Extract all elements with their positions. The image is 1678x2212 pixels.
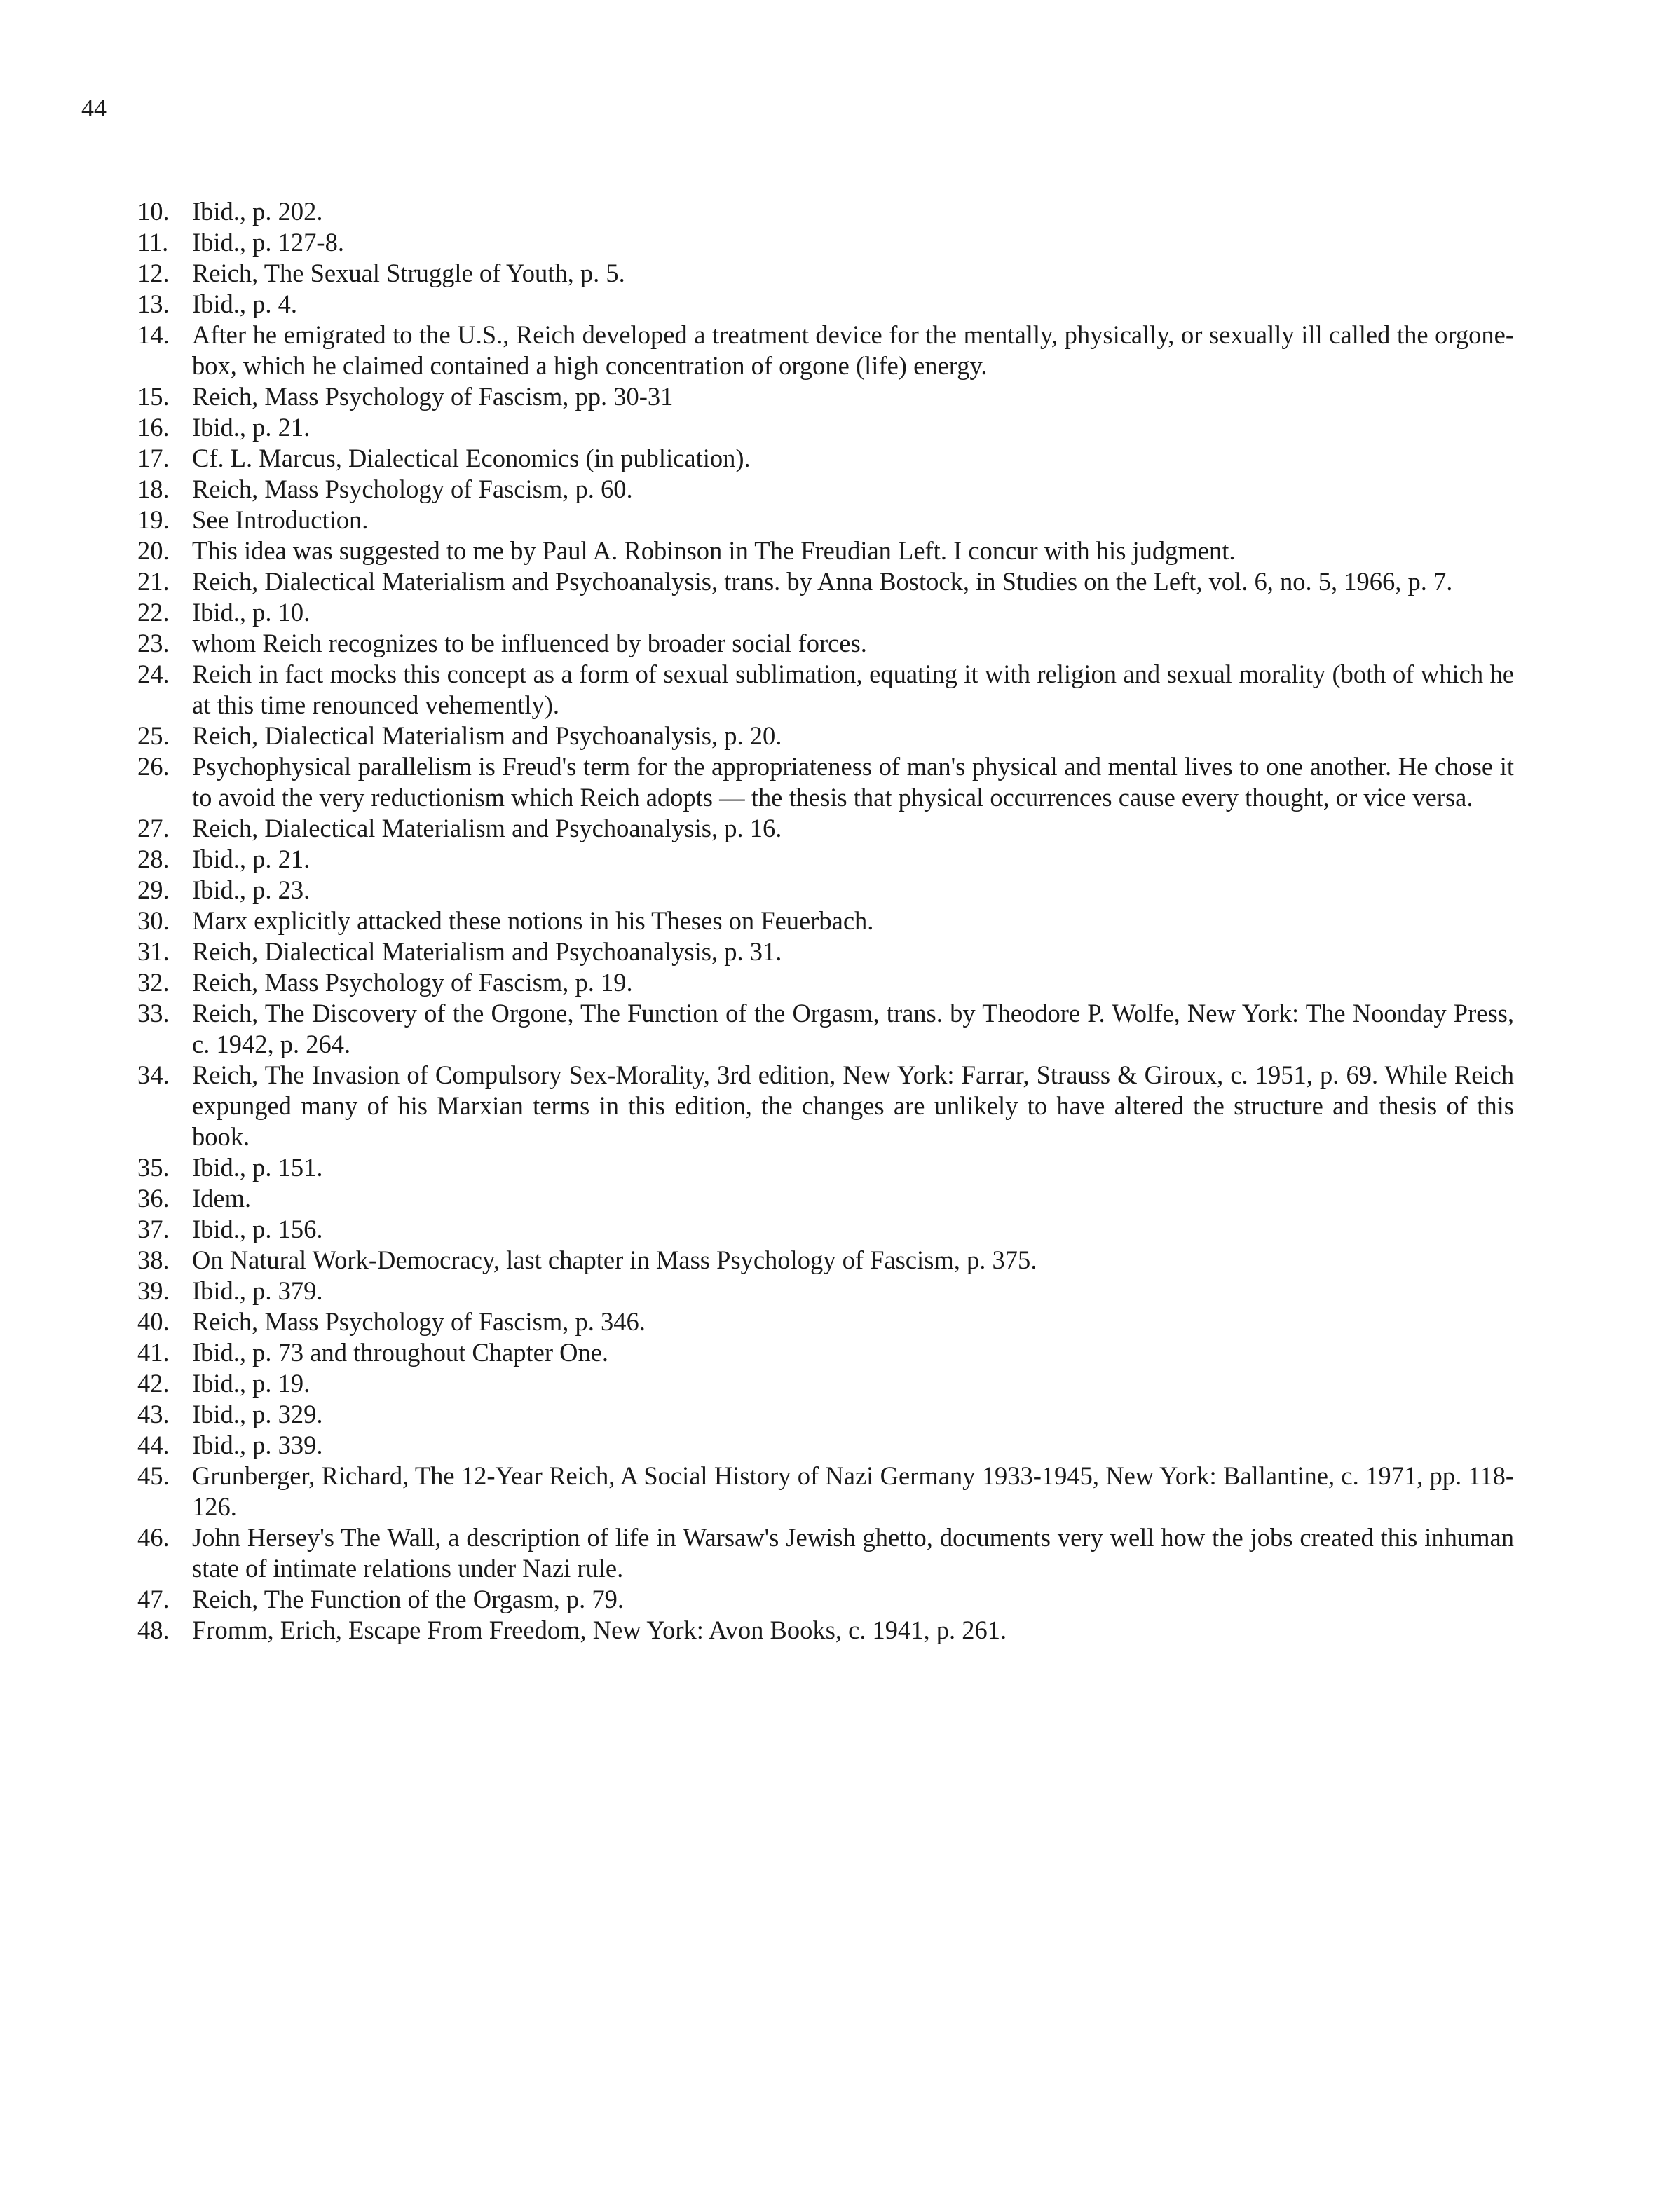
endnote-number: 16. [137,413,170,442]
endnote-number: 12. [137,259,170,287]
endnote-number: 34. [137,1060,170,1089]
endnote-number: 26. [137,752,170,781]
endnote-item [137,1584,1514,1615]
endnote-item [137,1245,1514,1276]
endnote-number: 43. [137,1400,170,1428]
endnote-text: Psychophysical parallelism is Freud's term for the appropriateness of man's physical and mental lives to one another. He chose it to avoid the very reductionism which Reich adopts — the thesis that physical occurrences cause every thought, or vice versa. [192,752,1514,812]
endnote-number: 40. [137,1307,170,1336]
endnotes-list [137,196,1514,1646]
endnote-item [137,659,1514,721]
endnote-item [137,412,1514,443]
page-number: 44 [81,94,107,122]
endnote-item [137,998,1514,1060]
endnote-text: whom Reich recognizes to be influenced by broader social forces. [192,629,867,657]
endnote-text: Ibid., p. 23. [192,875,311,904]
endnote-item [137,535,1514,566]
endnote-item [137,1152,1514,1183]
endnote-item [137,628,1514,659]
endnote-text: Reich, The Invasion of Compulsory Sex-Morality, 3rd edition, New York: Farrar, Strauss & Giroux, c. 1951, p. 69. While Reich expunged many of his Marxian terms in this edition, the changes are unlikely to have altered the structure and thesis of this book. [192,1060,1514,1151]
endnote-item [137,751,1514,813]
endnote-item [137,1615,1514,1646]
endnote-number: 28. [137,845,170,873]
endnote-text: This idea was suggested to me by Paul A. Robinson in The Freudian Left. I concur with his judgment. [192,536,1236,565]
endnote-item [137,227,1514,258]
endnote-number: 17. [137,444,170,472]
endnote-text: Ibid., p. 339. [192,1431,323,1459]
endnote-item [137,936,1514,967]
endnote-item [137,597,1514,628]
endnote-text: Reich, Mass Psychology of Fascism, p. 19. [192,968,633,997]
endnote-text: Ibid., p. 379. [192,1276,323,1305]
endnote-text: Reich in fact mocks this concept as a form of sexual sublimation, equating it with religion and sexual morality (both of which he at this time renounced vehemently). [192,660,1514,719]
endnote-number: 41. [137,1338,170,1367]
endnote-text: Ibid., p. 156. [192,1215,323,1243]
endnote-number: 30. [137,906,170,935]
endnote-text: Reich, Dialectical Materialism and Psychoanalysis, p. 20. [192,721,782,750]
endnote-number: 13. [137,289,170,318]
endnote-number: 35. [137,1153,170,1182]
endnote-item [137,1060,1514,1152]
endnote-number: 20. [137,536,170,565]
endnote-number: 15. [137,382,170,411]
endnote-text: Idem. [192,1184,252,1213]
endnote-number: 45. [137,1461,170,1490]
endnote-text: Reich, Dialectical Materialism and Psychoanalysis, p. 16. [192,814,782,842]
endnote-number: 27. [137,814,170,842]
endnote-text: Reich, The Function of the Orgasm, p. 79. [192,1585,625,1613]
endnote-text: Ibid., p. 4. [192,289,298,318]
endnote-item [137,1214,1514,1245]
endnote-number: 36. [137,1184,170,1213]
endnote-item [137,1522,1514,1584]
endnote-text: Reich, Dialectical Materialism and Psychoanalysis, p. 31. [192,937,782,966]
endnote-item [137,1337,1514,1368]
endnote-item [137,258,1514,289]
endnote-item [137,320,1514,381]
endnote-text: See Introduction. [192,505,369,534]
endnote-number: 37. [137,1215,170,1243]
endnote-number: 33. [137,999,170,1028]
endnote-number: 29. [137,875,170,904]
endnote-item [137,1461,1514,1522]
endnote-number: 10. [137,197,170,226]
endnote-text: Ibid., p. 127-8. [192,228,344,257]
endnote-text: Reich, The Sexual Struggle of Youth, p. 5. [192,259,625,287]
endnote-number: 46. [137,1523,170,1552]
endnote-item [137,1430,1514,1461]
endnote-number: 23. [137,629,170,657]
endnote-text: Reich, Mass Psychology of Fascism, pp. 30-31 [192,382,674,411]
endnote-text: After he emigrated to the U.S., Reich developed a treatment device for the mentally, physically, or sexually ill called the orgone-box, which he claimed contained a high concentration of orgone (life) energy. [192,320,1514,380]
endnote-item [137,1399,1514,1430]
endnote-number: 19. [137,505,170,534]
endnote-item [137,967,1514,998]
endnote-item [137,474,1514,505]
endnote-text: Grunberger, Richard, The 12-Year Reich, A Social History of Nazi Germany 1933-1945, New York: Ballantine, c. 1971, pp. 118-126. [192,1461,1514,1521]
endnote-text: On Natural Work-Democracy, last chapter in Mass Psychology of Fascism, p. 375. [192,1245,1037,1274]
endnote-item [137,289,1514,320]
endnote-number: 42. [137,1369,170,1398]
endnote-number: 14. [137,320,170,349]
endnote-number: 22. [137,598,170,627]
endnote-number: 44. [137,1431,170,1459]
endnote-number: 38. [137,1245,170,1274]
endnote-number: 11. [137,228,169,257]
endnote-number: 48. [137,1616,170,1644]
endnote-text: Reich, Dialectical Materialism and Psychoanalysis, trans. by Anna Bostock, in Studies on the Left, vol. 6, no. 5, 1966, p. 7. [192,567,1453,596]
endnote-item [137,875,1514,906]
endnote-text: Reich, Mass Psychology of Fascism, p. 346. [192,1307,646,1336]
endnote-text: Ibid., p. 329. [192,1400,323,1428]
endnote-text: Ibid., p. 73 and throughout Chapter One. [192,1338,609,1367]
endnote-item [137,196,1514,227]
endnote-item [137,1368,1514,1399]
endnote-item [137,813,1514,844]
endnote-number: 39. [137,1276,170,1305]
endnote-item [137,1306,1514,1337]
endnote-text: Ibid., p. 19. [192,1369,311,1398]
endnote-number: 25. [137,721,170,750]
endnote-text: Fromm, Erich, Escape From Freedom, New York: Avon Books, c. 1941, p. 261. [192,1616,1007,1644]
endnote-item [137,721,1514,751]
endnote-item [137,566,1514,597]
endnote-text: Reich, The Discovery of the Orgone, The Function of the Orgasm, trans. by Theodore P. Wolfe, New York: The Noonday Press, c. 1942, p. 264. [192,999,1514,1058]
endnote-item [137,505,1514,535]
endnote-text: Reich, Mass Psychology of Fascism, p. 60. [192,475,633,503]
endnote-text: Ibid., p. 21. [192,845,311,873]
endnote-number: 18. [137,475,170,503]
endnote-text: Cf. L. Marcus, Dialectical Economics (in publication). [192,444,751,472]
endnote-item [137,443,1514,474]
endnote-number: 24. [137,660,170,688]
endnote-text: Ibid., p. 202. [192,197,323,226]
endnote-number: 32. [137,968,170,997]
endnote-number: 47. [137,1585,170,1613]
endnote-number: 21. [137,567,170,596]
endnote-text: Ibid., p. 21. [192,413,311,442]
endnote-item [137,844,1514,875]
endnote-number: 31. [137,937,170,966]
endnote-item [137,1183,1514,1214]
endnote-text: Ibid., p. 10. [192,598,311,627]
endnote-item [137,906,1514,936]
endnote-text: John Hersey's The Wall, a description of life in Warsaw's Jewish ghetto, documents very well how the jobs created this inhuman state of intimate relations under Nazi rule. [192,1523,1514,1583]
endnote-text: Ibid., p. 151. [192,1153,323,1182]
endnote-item [137,1276,1514,1306]
endnote-item [137,381,1514,412]
endnote-text: Marx explicitly attacked these notions in his Theses on Feuerbach. [192,906,874,935]
